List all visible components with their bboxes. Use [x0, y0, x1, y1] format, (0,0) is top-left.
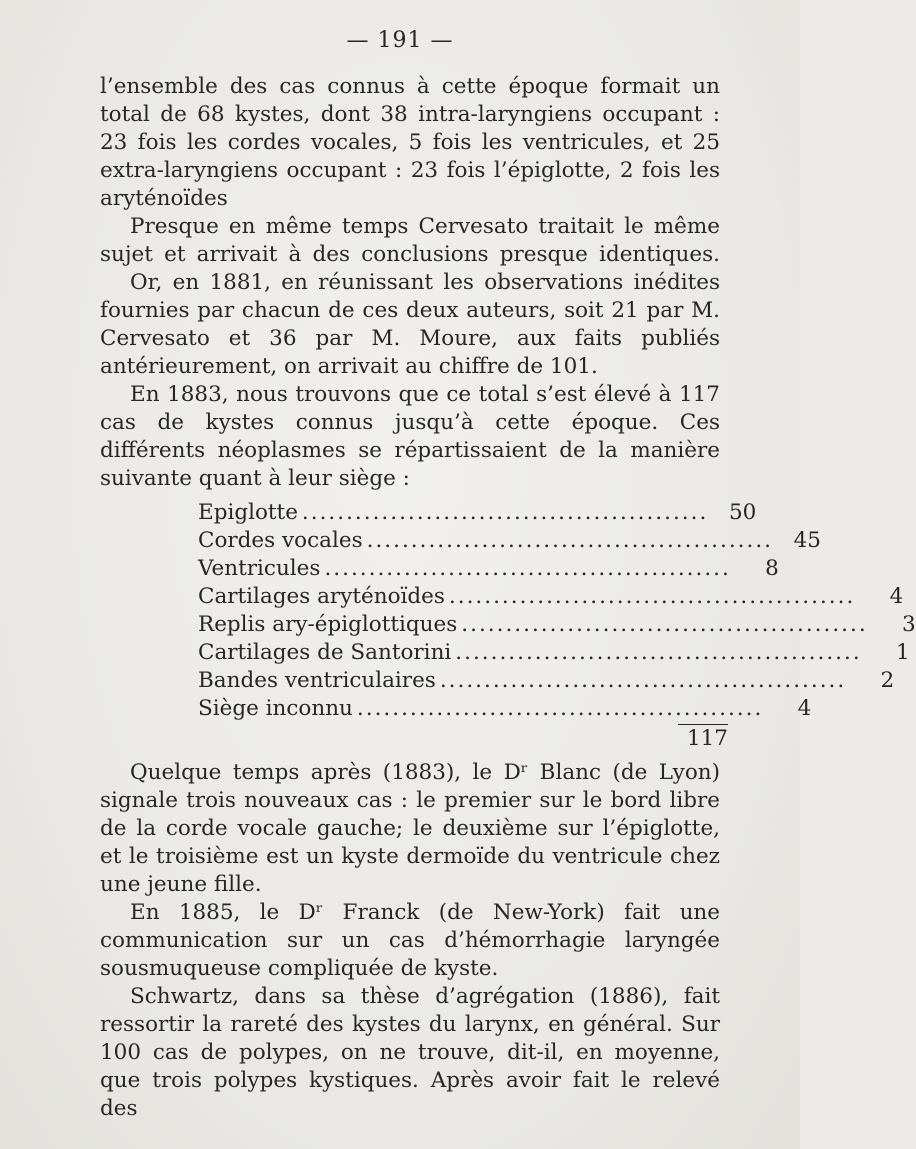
row-label: Replis ary-épiglottiques — [198, 612, 458, 637]
row-label: Epiglotte — [198, 500, 298, 525]
paragraph: En 1883, nous trouvons que ce total s’est élevé à 117 cas de kystes connus jusqu’à cette époque. Ces différents néoplasmes se répartissaient de la manière suivante quant à leur siège : — [100, 382, 720, 491]
row-value: 3 — [901, 612, 916, 637]
table-row — [198, 583, 904, 611]
paragraph: En 1885, le Dʳ Franck (de New-York) fait une communication sur un cas d’hémorrhagie laryngée sousmuqueuse compliquée de kyste. — [100, 900, 720, 981]
leader-dots: .............................................. — [461, 612, 868, 637]
leader-dots: .............................................. — [366, 528, 773, 553]
row-label: Siège inconnu — [198, 696, 353, 721]
paragraph: l’ensemble des cas connus à cette époque formait un total de 68 kystes, dont 38 intra-laryngiens occupant : 23 fois les cordes vocales, 5 fois les ventricules, et 25 extra-laryngiens occupant : 23 fois l’épiglotte, 2 fois les aryténoïdes — [100, 74, 720, 211]
table-row — [198, 667, 895, 695]
table-row — [198, 499, 757, 527]
row-label: Cartilages de Santorini — [198, 640, 452, 665]
table-row — [198, 639, 910, 667]
page-number: — 191 — — [346, 28, 454, 53]
table-row — [198, 527, 821, 555]
row-value: 4 — [889, 584, 904, 609]
table-row — [198, 555, 779, 583]
location-table — [198, 499, 916, 753]
total-row — [198, 723, 728, 753]
leader-dots: .............................................. — [455, 640, 862, 665]
leader-dots: .............................................. — [439, 668, 847, 693]
row-value: 50 — [728, 500, 757, 525]
leader-dots: .............................................. — [324, 556, 731, 581]
paragraph: Schwartz, dans sa thèse d’agrégation (1886), fait ressortir la rareté des kystes du larynx, en général. Sur 100 cas de polypes, on ne trouve, dit-il, en moyenne, que trois polypes kystiques. Après avoir fait le relevé des — [100, 984, 720, 1121]
table-total: 117 — [678, 724, 728, 753]
page-body — [100, 73, 916, 1123]
leader-dots: .............................................. — [356, 696, 764, 721]
row-value: 45 — [793, 528, 821, 553]
row-value: 2 — [880, 668, 895, 693]
row-label: Cordes vocales — [198, 528, 363, 553]
row-value: 4 — [797, 696, 812, 721]
paragraph: Presque en même temps Cervesato traitait le même sujet et arrivait à des conclusions presque identiques. — [100, 214, 720, 267]
row-value: 8 — [765, 556, 779, 581]
paragraph: Or, en 1881, en réunissant les observations inédites fournies par chacun de ces deux auteurs, soit 21 par M. Cervesato et 36 par M. Moure, aux faits publiés antérieurement, on arrivait au chiffre de 101. — [100, 270, 720, 379]
leader-dots: .............................................. — [301, 500, 709, 525]
row-label: Ventricules — [198, 556, 321, 581]
paragraph: Quelque temps après (1883), le Dʳ Blanc (de Lyon) signale trois nouveaux cas : le premier sur le bord libre de la corde vocale gauche; le deuxième sur l’épiglotte, et le troisième est un kyste dermoïde du ventricule chez une jeune fille. — [100, 760, 720, 897]
row-label: Bandes ventriculaires — [198, 668, 436, 693]
row-label: Cartilages aryténoïdes — [198, 584, 445, 609]
table-row — [198, 695, 812, 723]
row-value: 1 — [895, 640, 910, 665]
leader-dots: .............................................. — [448, 584, 856, 609]
table-row — [198, 611, 916, 639]
